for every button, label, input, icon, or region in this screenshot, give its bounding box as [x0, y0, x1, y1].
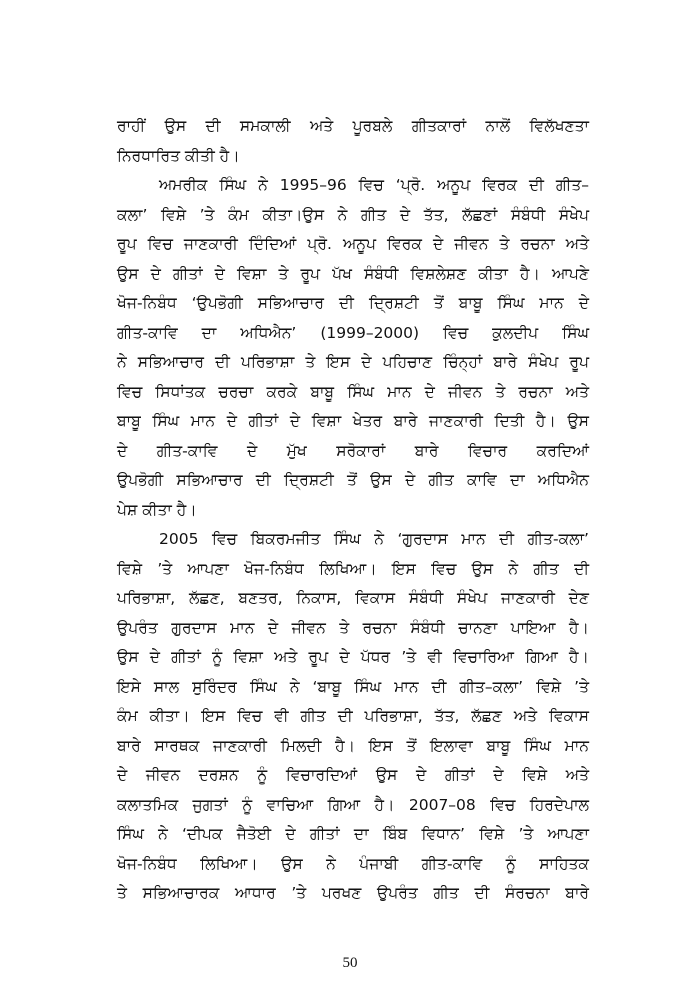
text-line: ਤੇ ਸਭਿਆਚਾਰਕ ਆਧਾਰ ’ਤੇ ਪਰਖਣ ਉਪਰੰਤ ਗੀਤ ਦੀ ਸੰਰਚਨਾ ਬਾਰੇ	[117, 884, 589, 902]
text-line: ਅਮਰੀਕ ਸਿੰਘ ਨੇ 1995–96 ਵਿਚ ‘ਪ੍ਰੋ. ਅਨੂਪ ਵਿਰਕ ਦੀ ਗੀਤ–	[159, 176, 589, 194]
text-line: ਪੇਸ਼ ਕੀਤਾ ਹੈ।	[117, 500, 197, 519]
text-line: ਕਲਾਤਮਿਕ ਜੁਗਤਾਂ ਨੂੰ ਵਾਚਿਆ ਗਿਆ ਹੈ। 2007–08 ਵਿਚ ਹਿਰਦੇਪਾਲ	[117, 795, 589, 814]
text-line: ਪਰਿਭਾਸ਼ਾ, ਲੱਛਣ, ਬਣਤਰ, ਨਿਕਾਸ, ਵਿਕਾਸ ਸੰਬੰਧੀ ਸੰਖੇਪ ਜਾਣਕਾਰੀ ਦੇਣ	[117, 589, 589, 607]
text-line: ਦੇ ਜੀਵਨ ਦਰਸ਼ਨ ਨੂੰ ਵਿਚਾਰਦਿਆਂ ਉਸ ਦੇ ਗੀਤਾਂ ਦੇ ਵਿਸ਼ੇ ਅਤੇ	[117, 766, 589, 784]
text-line: ਉਸ ਦੇ ਗੀਤਾਂ ਨੂੰ ਵਿਸ਼ਾ ਅਤੇ ਰੂਪ ਦੇ ਪੱਧਰ ’ਤੇ ਵੀ ਵਿਚਾਰਿਆ ਗਿਆ ਹੈ।	[117, 648, 589, 666]
text-line: ਬਾਬੂ ਸਿੰਘ ਮਾਨ ਦੇ ਗੀਤਾਂ ਦੇ ਵਿਸ਼ਾ ਖੇਤਰ ਬਾਰੇ ਜਾਣਕਾਰੀ ਦਿਤੀ ਹੈ। ਉਸ	[117, 412, 589, 430]
paragraph	[117, 112, 589, 171]
text-line: ਇਸੇ ਸਾਲ ਸੁਰਿੰਦਰ ਸਿੰਘ ਨੇ ‘ਬਾਬੂ ਸਿੰਘ ਮਾਨ ਦੀ ਗੀਤ–ਕਲਾ’ ਵਿਸ਼ੇ ’ਤੇ	[117, 677, 589, 696]
text-line: ਬਾਰੇ ਸਾਰਥਕ ਜਾਣਕਾਰੀ ਮਿਲਦੀ ਹੈ। ਇਸ ਤੋਂ ਇਲਾਵਾ ਬਾਬੂ ਸਿੰਘ ਮਾਨ	[117, 736, 589, 755]
text-line: ਵਿਸ਼ੇ ’ਤੇ ਆਪਣਾ ਖੋਜ-ਨਿਬੰਧ ਲਿਖਿਆ। ਇਸ ਵਿਚ ਉਸ ਨੇ ਗੀਤ ਦੀ	[117, 559, 589, 578]
paragraph	[117, 171, 589, 525]
text-line: ਉਪਰੰਤ ਗੁਰਦਾਸ ਮਾਨ ਦੇ ਜੀਵਨ ਤੇ ਰਚਨਾ ਸੰਬੰਧੀ ਚਾਨਣਾ ਪਾਇਆ ਹੈ।	[117, 618, 589, 637]
text-line: ਵਿਚ ਸਿਧਾਂਤਕ ਚਰਚਾ ਕਰਕੇ ਬਾਬੂ ਸਿੰਘ ਮਾਨ ਦੇ ਜੀਵਨ ਤੇ ਰਚਨਾ ਅਤੇ	[117, 382, 589, 401]
text-line: ਖੋਜ-ਨਿਬੰਧ ਲਿਖਿਆ। ਉਸ ਨੇ ਪੰਜਾਬੀ ਗੀਤ-ਕਾਵਿ ਨੂੰ ਸਾਹਿਤਕ	[117, 854, 589, 873]
text-line: ਖੋਜ-ਨਿਬੰਧ ‘ਉਪਭੋਗੀ ਸਭਿਆਚਾਰ ਦੀ ਦ੍ਰਿਸ਼ਟੀ ਤੋਂ ਬਾਬੂ ਸਿੰਘ ਮਾਨ ਦੇ	[117, 294, 589, 312]
text-line: ਦੇ ਗੀਤ-ਕਾਵਿ ਦੇ ਮੁੱਖ ਸਰੋਕਾਰਾਂ ਬਾਰੇ ਵਿਚਾਰ ਕਰਦਿਆਂ	[117, 441, 589, 460]
text-line: ਕਲਾ’ ਵਿਸ਼ੇ ’ਤੇ ਕੰਮ ਕੀਤਾ।ਉਸ ਨੇ ਗੀਤ ਦੇ ਤੱਤ, ਲੱਛਣਾਂ ਸੰਬੰਧੀ ਸੰਖੇਪ	[117, 205, 589, 224]
text-line: ਉਸ ਦੇ ਗੀਤਾਂ ਦੇ ਵਿਸ਼ਾ ਤੇ ਰੂਪ ਪੱਖ ਸੰਬੰਧੀ ਵਿਸ਼ਲੇਸ਼ਣ ਕੀਤਾ ਹੈ। ਆਪਣੇ	[117, 264, 589, 283]
text-line: ਸਿੰਘ ਨੇ ‘ਦੀਪਕ ਜੈਤੋਈ ਦੇ ਗੀਤਾਂ ਦਾ ਬਿੰਬ ਵਿਧਾਨ’ ਵਿਸ਼ੇ ’ਤੇ ਆਪਣਾ	[117, 825, 589, 843]
text-line: ਨਿਰਧਾਰਿਤ ਕੀਤੀ ਹੈ।	[117, 146, 240, 165]
paragraph	[117, 525, 589, 909]
text-line: ਰਾਹੀਂ ਉਸ ਦੀ ਸਮਕਾਲੀ ਅਤੇ ਪੂਰਬਲੇ ਗੀਤਕਾਰਾਂ ਨਾਲੋਂ ਵਿਲੱਖਣਤਾ	[117, 117, 589, 135]
text-line: ਕੰਮ ਕੀਤਾ। ਇਸ ਵਿਚ ਵੀ ਗੀਤ ਦੀ ਪਰਿਭਾਸ਼ਾ, ਤੱਤ, ਲੱਛਣ ਅਤੇ ਵਿਕਾਸ	[117, 707, 589, 725]
text-line: 2005 ਵਿਚ ਬਿਕਰਮਜੀਤ ਸਿੰਘ ਨੇ ‘ਗੁਰਦਾਸ ਮਾਨ ਦੀ ਗੀਤ-ਕਲਾ’	[159, 530, 589, 548]
page-number: 50	[342, 955, 358, 971]
text-line: ਨੇ ਸਭਿਆਚਾਰ ਦੀ ਪਰਿਭਾਸ਼ਾ ਤੇ ਇਸ ਦੇ ਪਹਿਚਾਣ ਚਿੰਨ੍ਹਾਂ ਬਾਰੇ ਸੰਖੇਪ ਰੂਪ	[117, 353, 589, 371]
text-line: ਉਪਭੋਗੀ ਸਭਿਆਚਾਰ ਦੀ ਦ੍ਰਿਸ਼ਟੀ ਤੋਂ ਉਸ ਦੇ ਗੀਤ ਕਾਵਿ ਦਾ ਅਧਿਐਨ	[117, 471, 589, 489]
text-line: ਰੂਪ ਵਿਚ ਜਾਣਕਾਰੀ ਦਿੰਦਿਆਂ ਪ੍ਰੋ. ਅਨੂਪ ਵਿਰਕ ਦੇ ਜੀਵਨ ਤੇ ਰਚਨਾ ਅਤੇ	[117, 235, 589, 253]
text-line: ਗੀਤ-ਕਾਵਿ ਦਾ ਅਧਿਐਨ’ (1999–2000) ਵਿਚ ਕੁਲਦੀਪ ਸਿੰਘ	[117, 323, 589, 342]
body-text	[117, 112, 589, 909]
